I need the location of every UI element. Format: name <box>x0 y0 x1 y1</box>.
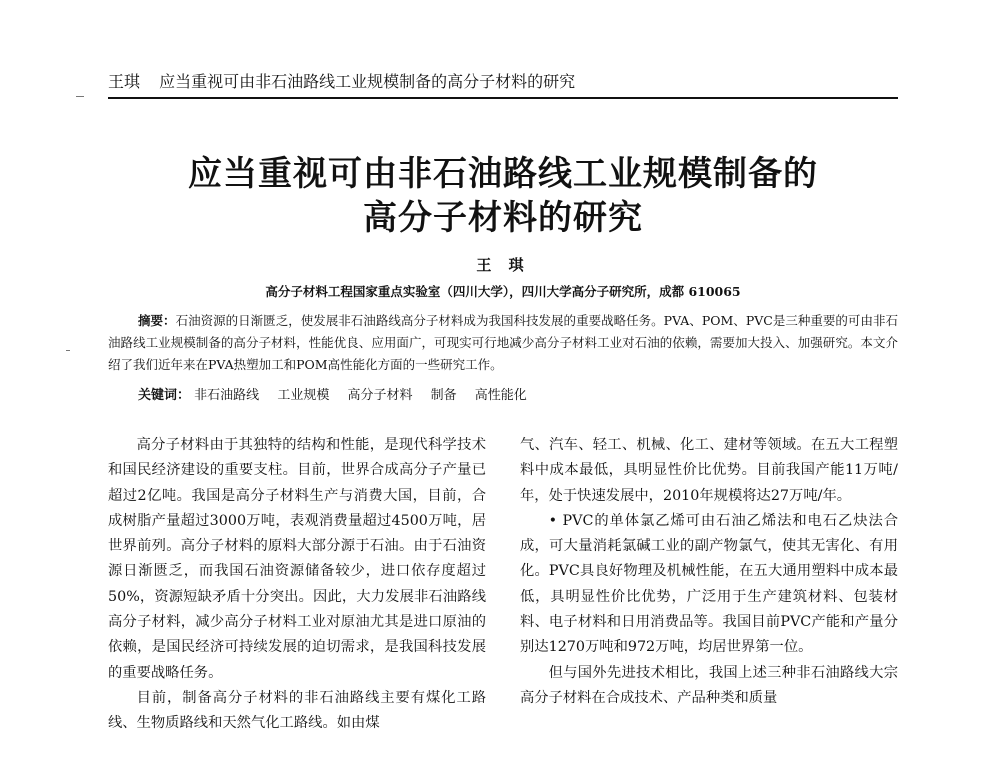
keyword: 非石油路线 <box>194 388 260 403</box>
body-paragraph: 气、汽车、轻工、机械、化工、建材等领域。在五大工程塑料中成本最低，具明显性价比优势。目前我国产能11万吨/年，处于快速发展中，2010年规模将达27万吨/年。 <box>520 437 898 504</box>
body-paragraph: 高分子材料由于其独特的结构和性能，是现代科学技术和国民经济建设的重要支柱。目前，世界合成高分子产量已超过2亿吨。我国是高分子材料生产与消费大国，目前，合成树脂产量超过3000万吨，表观消费量超过4500万吨，居世界前列。高分子材料的原料大部分源于石油。由于石油资源日渐匮乏，而我国石油资源储备较少，进口依存度超过50%，资源短缺矛盾十分突出。因此，大力发展非石油路线高分子材料，减少高分子材料工业对原油尤其是进口原油的依赖，是国民经济可持续发展的迫切需求，是我国科技发展的重要战略任务。 <box>108 437 486 681</box>
margin-mark <box>76 96 84 97</box>
running-header-title: 应当重视可由非石油路线工业规模制备的高分子材料的研究 <box>159 72 576 91</box>
keywords <box>138 386 898 406</box>
keywords-label: 关键词： <box>138 388 191 403</box>
article-affiliation: 高分子材料工程国家重点实验室（四川大学），四川大学高分子研究所，成都 610065 <box>265 284 741 299</box>
margin-mark <box>66 350 70 351</box>
header-rule <box>108 97 898 99</box>
keyword: 工业规模 <box>277 388 330 403</box>
article-author: 王 琪 <box>476 256 530 274</box>
article-title-line-1: 应当重视可由非石油路线工业规模制备的 <box>188 154 818 194</box>
abstract-text: 石油资源的日渐匮乏，使发展非石油路线高分子材料成为我国科技发展的重要战略任务。PVA、POM、PVC是三种重要的可由非石油路线工业规模制备的高分子材料，性能优良、应用面广，可现实可行地减少高分子材料工业对石油的依赖，需要加大投入、加强研究。本文介绍了我们近年来在PVA热塑加工和POM高性能化方面的一些研究工作。 <box>108 313 898 372</box>
abstract <box>108 310 898 376</box>
keyword: 高性能化 <box>474 388 527 403</box>
article-title <box>108 152 898 240</box>
abstract-label: 摘要： <box>138 313 176 328</box>
body-paragraph: 但与国外先进技术相比，我国上述三种非石油路线大宗高分子材料在合成技术、产品种类和质量 <box>520 664 898 706</box>
body-column-left <box>108 433 486 737</box>
keyword: 制备 <box>430 388 457 403</box>
article-title-line-2: 高分子材料的研究 <box>363 198 643 238</box>
body-paragraph: 目前，制备高分子材料的非石油路线主要有煤化工路线、生物质路线和天然气化工路线。如由煤 <box>108 689 486 732</box>
body-paragraph: • PVC的单体氯乙烯可由石油乙烯法和电石乙炔法合成，可大量消耗氯碱工业的副产物氯气，使其无害化、有用化。PVC具良好物理及机械性能，在五大通用塑料中成本最低，具明显性价比优势，广泛用于生产建筑材料、包装材料、电子材料和日用消费品等。我国目前PVC产能和产量分别达1270万吨和972万吨，均居世界第一位。 <box>520 512 898 656</box>
running-header <box>108 72 898 92</box>
keyword: 高分子材料 <box>347 388 413 403</box>
running-header-author: 王琪 <box>108 72 141 91</box>
body-column-right <box>520 433 898 711</box>
